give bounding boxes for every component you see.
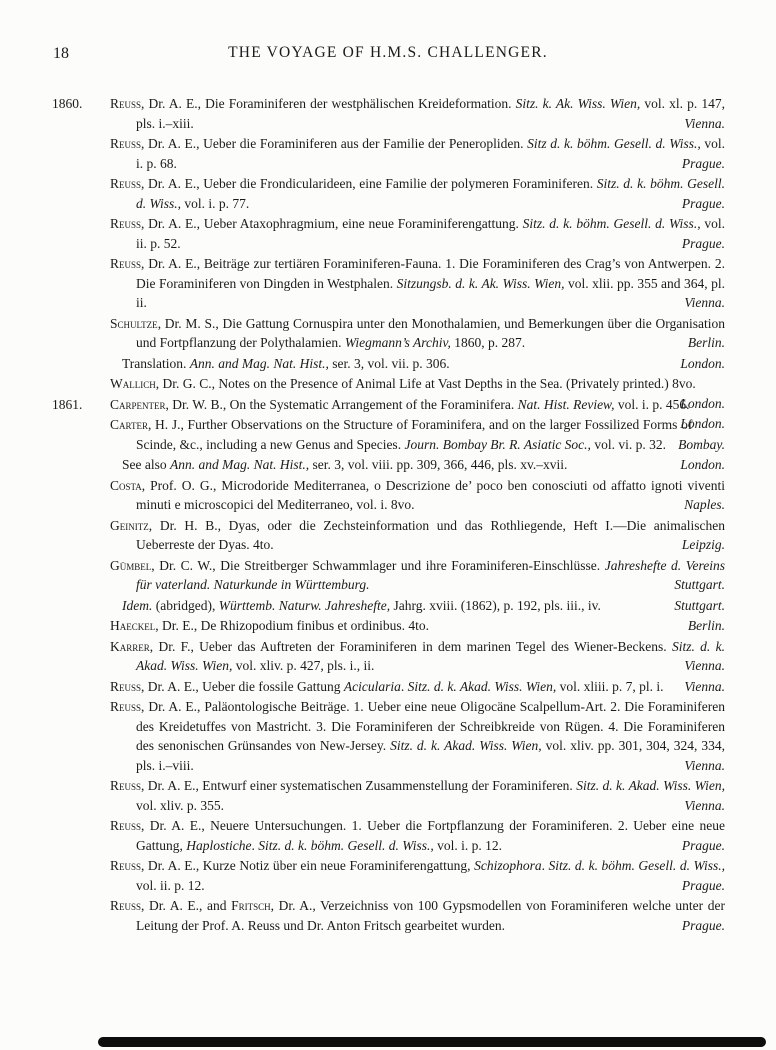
page-title: THE VOYAGE OF H.M.S. CHALLENGER. — [228, 44, 548, 61]
place-label: Prague. — [681, 155, 725, 171]
scan-edge-artifact — [98, 1037, 766, 1047]
text-segment: ser. 3, vol. vii. p. 306. — [328, 355, 450, 371]
author-name: Reuss — [110, 216, 142, 231]
author-name: Reuss — [110, 858, 142, 873]
bibliography-entry — [110, 476, 725, 515]
place-label: London. — [680, 457, 725, 472]
author-name: Gümbel — [110, 557, 152, 573]
text-segment: , Dr. A. E., Beiträge zur tertiären Foraminiferen-Fauna. 1. Die Foraminiferen des Crag’s von Antwerpen. 2. Die Foraminiferen von Dingden in Westphalen. — [136, 256, 725, 291]
text-segment: Idem. — [122, 597, 153, 613]
author-name: Reuss — [110, 136, 142, 151]
place-label: Vienna. — [684, 797, 725, 813]
bibliography-entry — [110, 616, 725, 636]
text-segment: , Dr. A. E., Ueber die fossile Gattung — [141, 678, 344, 694]
place-label: Prague. — [681, 235, 725, 251]
text-segment: Haplostiche — [186, 837, 252, 853]
author-name: Carter — [110, 417, 148, 432]
text-segment: vol. i. p. 456. — [614, 396, 690, 412]
author-name: Reuss — [110, 699, 142, 714]
entry-text — [110, 637, 725, 676]
place-label: Vienna. — [684, 295, 725, 310]
text-segment: vol. i. p. 77. — [181, 195, 250, 211]
text-segment: vol. xliii. p. 7, pl. i. — [556, 678, 664, 694]
entry-text — [110, 776, 725, 815]
entry-text — [110, 455, 725, 475]
text-segment: . — [400, 678, 408, 694]
entry-text — [110, 354, 725, 374]
place-label: Prague. — [681, 877, 725, 893]
entry-text — [110, 516, 725, 555]
bibliography-entry — [110, 856, 725, 895]
author-name: Wallich — [110, 376, 156, 391]
bibliography-entry — [110, 816, 725, 855]
place-label: Naples. — [684, 497, 725, 512]
place-label: Prague. — [681, 195, 725, 211]
text-segment: Sitz. d. k. böhm. Gesell. d. Wiss., — [522, 216, 701, 231]
place-label: Bombay. — [678, 436, 725, 452]
entry-text — [110, 214, 725, 253]
text-segment: Translation. — [122, 355, 190, 371]
text-segment: Sitz d. k. böhm. Gesell. d. Wiss., — [527, 136, 701, 151]
text-segment: , Dr. M. S., Die Gattung Cornuspira unter den Monothalamien, und Bemerkungen über die Organisation und Fortpflanzung der Polythalamien. — [136, 315, 725, 350]
bibliography-entry — [110, 697, 725, 775]
text-segment: Sitz. d. k. Akad. Wiss. Wien, — [136, 638, 725, 673]
entry-text — [110, 697, 725, 775]
author-name: Reuss — [110, 176, 142, 191]
text-segment: ser. 3, vol. viii. pp. 309, 366, 446, pls. xv.–xvii. — [309, 457, 568, 472]
bibliography-entry — [110, 516, 725, 555]
author-name: Reuss — [110, 678, 142, 694]
page-header — [0, 44, 776, 66]
text-segment: Journ. Bombay Br. R. Asiatic Soc., — [404, 436, 591, 452]
text-segment: , Dr. C. W., Die Streitberger Schwammlager und ihre Foraminiferen-Einschlüsse. — [151, 557, 605, 573]
text-segment: Schizophora — [474, 858, 542, 873]
text-segment: Sitz. d. k. Akad. Wiss. Wien, — [390, 738, 542, 753]
entry-text — [110, 816, 725, 855]
text-segment: Nat. Hist. Review, — [517, 396, 615, 412]
entry-text — [110, 134, 725, 173]
text-segment: , Dr. A. E., Entwurf einer systematischen Zusammenstellung der Foraminiferen. — [141, 778, 577, 793]
text-segment: , Dr. H. B., Dyas, oder die Zechsteinformation und das Rothliegende, Heft I.—Die animalischen Ueberreste der Dyas. 4to. — [136, 517, 725, 552]
text-segment: Ann. and Mag. Nat. Hist., — [170, 457, 310, 472]
place-label: Vienna. — [684, 757, 725, 773]
text-segment: See also — [122, 457, 170, 472]
bibliography-entry — [110, 254, 725, 313]
bibliography-entry — [110, 556, 725, 595]
text-segment: Ann. and Mag. Nat. Hist., — [189, 355, 329, 371]
text-segment: , Dr. A. E., Ueber die Foraminiferen aus der Familie der Peneropliden. — [141, 136, 528, 151]
entry-text — [110, 856, 725, 895]
entry-text — [110, 415, 725, 454]
text-segment: , Prof. O. G., Microdoride Mediterranea, o Descrizione de’ poco ben conosciuti od affatto ignoti viventi minuti e microscopici del Mediterraneo, vol. i. 8vo. — [136, 477, 725, 512]
text-segment: Acicularia — [343, 678, 401, 694]
author-name: Reuss — [110, 256, 142, 271]
bibliography-entry — [110, 415, 725, 454]
text-segment: , Dr. A. E., Kurze Notiz über ein neue Foraminiferengattung, — [141, 858, 475, 873]
text-segment: , Dr. A. E., Die Foraminiferen der westphälischen Kreideformation. — [141, 96, 516, 111]
bibliography-entry — [110, 354, 725, 374]
entry-text — [110, 174, 725, 213]
text-segment: , Dr. E., De Rhizopodium finibus et ordinibus. 4to. — [155, 618, 429, 633]
text-segment: Jahreshefte d. Vereins für vaterland. Naturkunde in Württemburg. — [136, 557, 725, 592]
place-label: Stuttgart. — [674, 597, 725, 613]
year-label: 1860. — [52, 96, 83, 111]
author-name: Reuss — [110, 898, 142, 913]
author-name: Haeckel — [110, 618, 156, 633]
text-segment: vol. xliv. p. 355. — [136, 797, 225, 813]
place-label: Berlin. — [687, 335, 725, 350]
entry-text — [110, 94, 725, 133]
place-label: London. — [680, 416, 725, 431]
bibliography-entry — [110, 174, 725, 213]
place-label: Vienna. — [684, 678, 725, 694]
text-segment: vol. ii. p. 12. — [136, 877, 205, 893]
bibliography-entry — [52, 94, 725, 133]
text-segment: , Dr. A. E., Paläontologische Beiträge. 1. Ueber eine neue Oligocäne Scalpellum-Art. 2. Die Foraminiferen des Kreidetuffes von Mastricht. 3. Die Foraminiferen der Schreibkreide von Rügen. 4. Die Foraminiferen des senonischen Grünsandes von New-Jersey. — [136, 699, 725, 753]
place-label: Berlin. — [687, 618, 725, 633]
text-segment: vol. xliv. p. 427, pls. i., ii. — [232, 658, 375, 673]
text-segment: , Dr. A., Verzeichniss von 100 Gypsmodellen von Foraminiferen welche unter der Leitung der Prof. A. Reuss und Dr. Anton Fritsch gearbeitet wurden. — [136, 898, 725, 933]
entry-text — [110, 254, 725, 313]
entry-text — [110, 616, 725, 636]
text-segment: vol. ii. p. 52. — [136, 216, 725, 251]
text-segment: , Dr. F., Ueber das Auftreten der Foraminiferen in dem marinen Tegel des Wiener-Beckens. — [149, 638, 672, 654]
place-label: Vienna. — [684, 115, 725, 131]
place-label: Prague. — [681, 837, 725, 853]
bibliography-entry — [110, 596, 725, 616]
text-segment: , Dr. A. E., Ueber Ataxophragmium, eine neue Foraminiferengattung. — [141, 216, 523, 231]
author-name: Reuss — [110, 96, 142, 111]
bibliography-entry — [110, 637, 725, 676]
place-label: London. — [680, 395, 725, 411]
bibliography-entry — [110, 134, 725, 173]
text-segment: Württemb. Naturw. Jahreshefte, — [218, 597, 391, 613]
text-segment: Jahrg. xviii. (1862), p. 192, pls. iii., iv. — [390, 597, 601, 613]
text-segment: , Dr. W. B., On the Systematic Arrangement of the Foraminifera. — [165, 396, 518, 412]
text-segment: , H. J., Further Observations on the Structure of Foraminifera, and on the larger Fossilized Forms of Scinde, &c., including a new Genus and Species. — [136, 417, 693, 452]
text-segment: Sitz. d. k. böhm. Gesell. d. Wiss., — [548, 858, 726, 873]
text-segment: Sitz. k. Ak. Wiss. Wien, — [515, 96, 641, 111]
bibliography-entry — [110, 896, 725, 935]
author-name: Reuss — [110, 778, 142, 793]
place-label: Prague. — [681, 917, 725, 933]
text-segment: , Dr. A. E., Neuere Untersuchungen. 1. Ueber die Fortpflanzung der Foraminiferen. 2. Ueber eine neue Gattung, — [136, 818, 725, 853]
text-segment: Sitz. d. k. böhm. Gesell. d. Wiss., — [258, 837, 434, 853]
author-name: Karrer — [110, 638, 150, 654]
text-segment: , Dr. A. E., Ueber die Frondicularideen, eine Familie der polymeren Foraminiferen. — [141, 176, 597, 191]
text-segment: Sitzungsb. d. k. Ak. Wiss. Wien, — [396, 275, 565, 291]
place-label: London. — [680, 355, 725, 371]
entry-text — [110, 677, 725, 697]
text-segment: 1860, p. 287. — [450, 335, 526, 350]
text-segment: Sitz. d. k. Akad. Wiss. Wien, — [576, 778, 725, 793]
place-label: Vienna. — [684, 658, 725, 673]
bibliography-list — [52, 94, 726, 935]
entry-text — [110, 556, 725, 595]
text-segment: (abridged), — [152, 597, 219, 613]
entry-text — [110, 314, 725, 353]
text-segment: , Dr. A. E., and — [141, 898, 232, 913]
entry-text — [110, 596, 725, 616]
bibliography-entry — [110, 776, 725, 815]
text-segment: . — [541, 858, 549, 873]
place-label: Stuttgart. — [674, 577, 725, 592]
entry-text — [110, 476, 725, 515]
text-segment: , Dr. G. C., Notes on the Presence of Animal Life at Vast Depths in the Sea. (Privately printed.) 8vo. — [155, 376, 696, 391]
page-number: 18 — [53, 45, 69, 62]
bibliography-entry — [110, 677, 725, 697]
bibliography-entry — [110, 214, 725, 253]
text-segment: Wiegmann’s Archiv, — [344, 335, 451, 350]
text-segment: vol. xliv. pp. 301, 304, 324, 334, pls. i.–viii. — [136, 738, 726, 773]
year-label: 1861. — [52, 396, 83, 412]
author-name: Reuss — [110, 818, 142, 833]
author-name: Carpenter — [110, 396, 166, 412]
text-segment: Sitz. d. k. Akad. Wiss. Wien, — [407, 678, 557, 694]
text-segment: vol. i. p. 68. — [136, 136, 725, 171]
text-segment: vol. i. p. 12. — [433, 837, 503, 853]
place-label: Leipzig. — [681, 537, 725, 552]
author-name: Schultze — [110, 315, 158, 331]
bibliography-entry — [110, 455, 725, 475]
author-name: Geinitz — [110, 517, 149, 533]
text-segment: vol. vi. p. 32. — [590, 436, 666, 452]
author-name: Costa — [110, 477, 142, 493]
bibliography-entry — [110, 314, 725, 353]
entry-text — [110, 896, 725, 935]
text-segment: vol. xl. p. 147, pls. i.–xiii. — [136, 96, 725, 131]
text-segment: Sitz. d. k. böhm. Gesell. d. Wiss., — [136, 176, 725, 211]
author-name: Fritsch — [231, 898, 271, 913]
text-segment: . — [251, 837, 259, 853]
text-segment: vol. xlii. pp. 355 and 364, pl. ii. — [136, 275, 726, 310]
